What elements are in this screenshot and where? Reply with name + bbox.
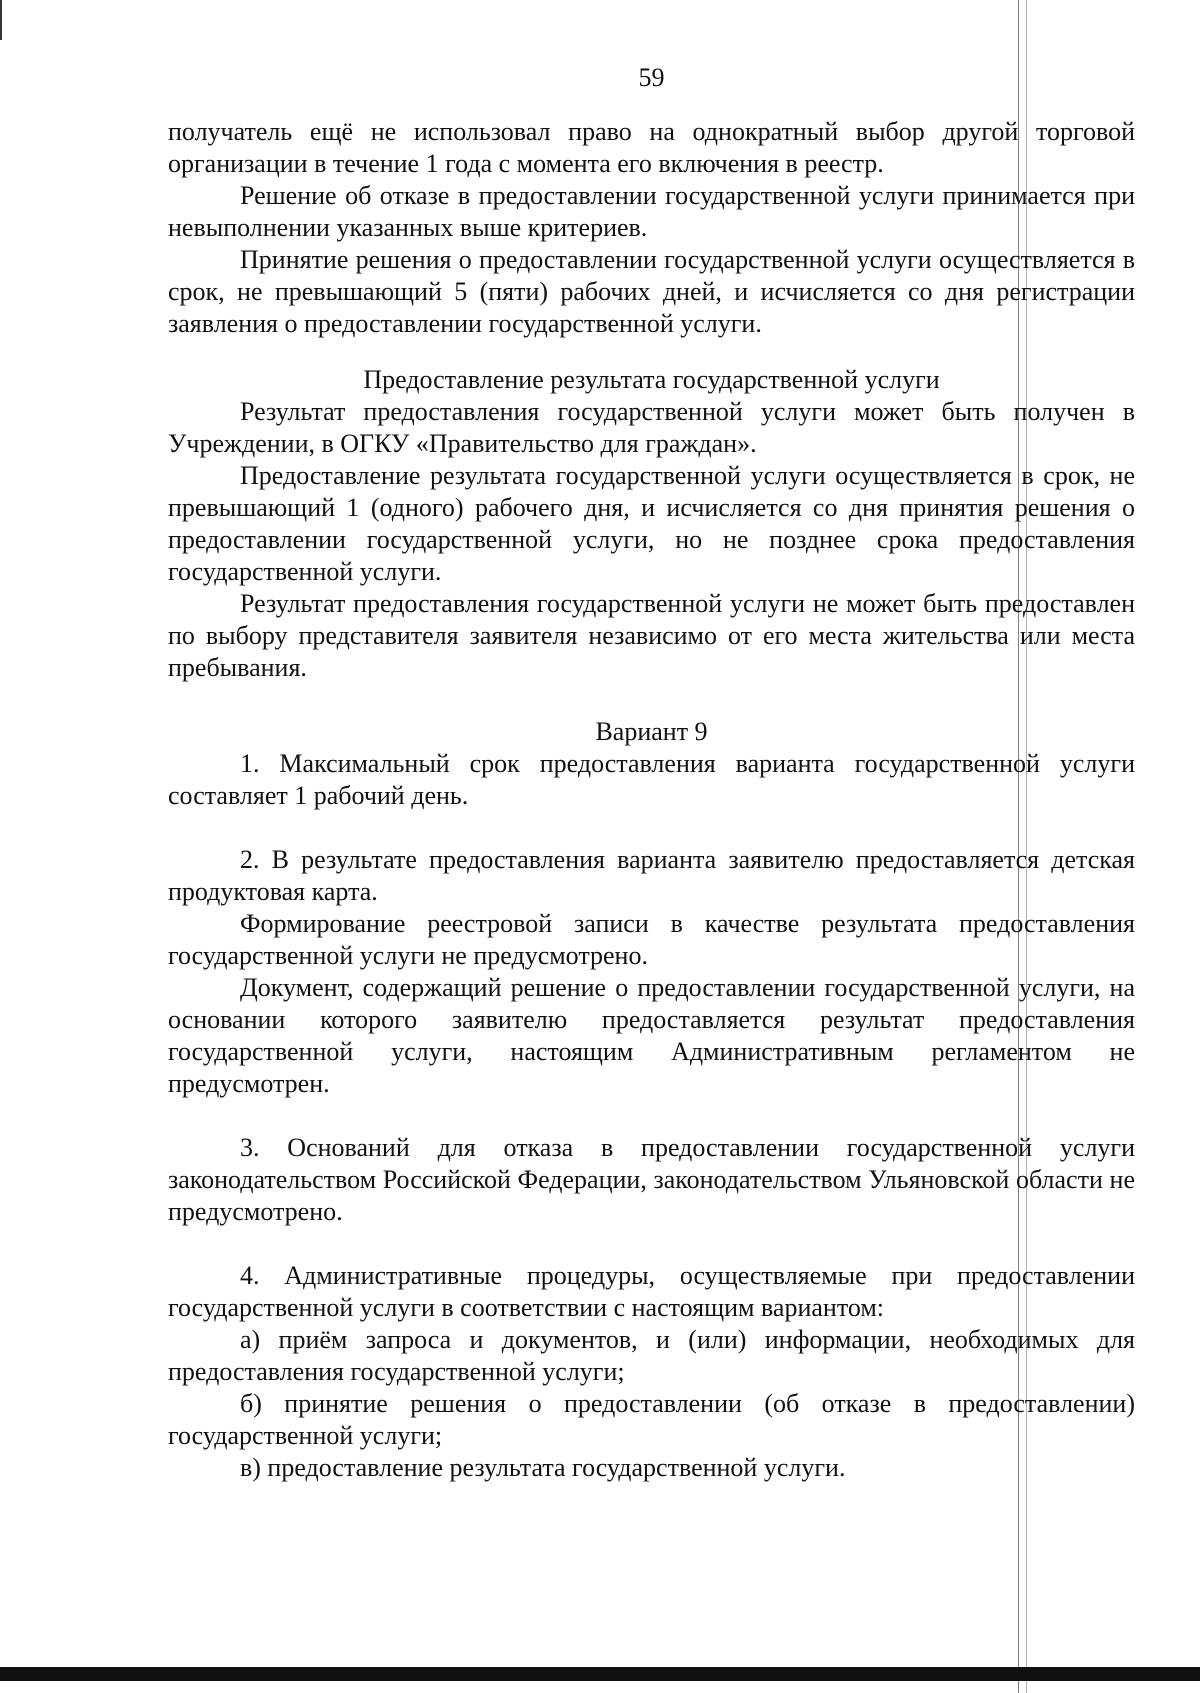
- list-item: б) принятие решения о предоставлении (об отказе в предоставлении) государственной услуги;: [168, 1389, 1135, 1450]
- section-heading: Предоставление результата государственной услуги: [363, 365, 940, 394]
- document-body: [168, 62, 1135, 1484]
- paragraph: Формирование реестровой записи в качестве результата предоставления государственной услуги не предусмотрено.: [168, 909, 1135, 970]
- paragraph: 3. Оснований для отказа в предоставлении государственной услуги законодательством Российской Федерации, законодательством Ульяновской области не предусмотрено.: [168, 1133, 1135, 1226]
- paragraph: Принятие решения о предоставлении государственной услуги осуществляется в срок, не превышающий 5 (пяти) рабочих дней, и исчисляется со дня регистрации заявления о предоставлении государственной услуги.: [168, 245, 1135, 338]
- paragraph: Результат предоставления государственной услуги может быть получен в Учреждении, в ОГКУ «Правительство для граждан».: [168, 397, 1135, 458]
- paragraph: 4. Административные процедуры, осуществляемые при предоставлении государственной услуги в соответствии с настоящим вариантом:: [168, 1261, 1135, 1322]
- paragraph: 1. Максимальный срок предоставления варианта государственной услуги составляет 1 рабочий день.: [168, 749, 1135, 810]
- paragraph: Решение об отказе в предоставлении государственной услуги принимается при невыполнении указанных выше критериев.: [168, 181, 1135, 242]
- scan-edge-mark: [0, 0, 2, 40]
- scan-bottom-bar: [0, 1667, 1200, 1681]
- list-item: в) предоставление результата государственной услуги.: [240, 1453, 846, 1482]
- paragraph: Результат предоставления государственной услуги не может быть предоставлен по выбору представителя заявителя независимо от его места жительства или места пребывания.: [168, 589, 1135, 682]
- list-item: а) приём запроса и документов, и (или) информации, необходимых для предоставления государственной услуги;: [168, 1325, 1135, 1386]
- paragraph: Документ, содержащий решение о предоставлении государственной услуги, на основании которого заявителю предоставляется результат предоставления государственной услуги, настоящим Административным регламентом не предусмотрен.: [168, 973, 1135, 1098]
- paragraph: 2. В результате предоставления варианта заявителю предоставляется детская продуктовая карта.: [168, 845, 1135, 906]
- section-heading: Вариант 9: [595, 717, 708, 746]
- paragraph: Предоставление результата государственной услуги осуществляется в срок, не превышающий 1 (одного) рабочего дня, и исчисляется со дня принятия решения о предоставлении государственной услуги, но не позднее срока предоставления государственной услуги.: [168, 461, 1135, 586]
- paragraph: получатель ещё не использовал право на однократный выбор другой торговой организации в течение 1 года с момента его включения в реестр.: [168, 117, 1135, 178]
- page-number: 59: [638, 63, 665, 92]
